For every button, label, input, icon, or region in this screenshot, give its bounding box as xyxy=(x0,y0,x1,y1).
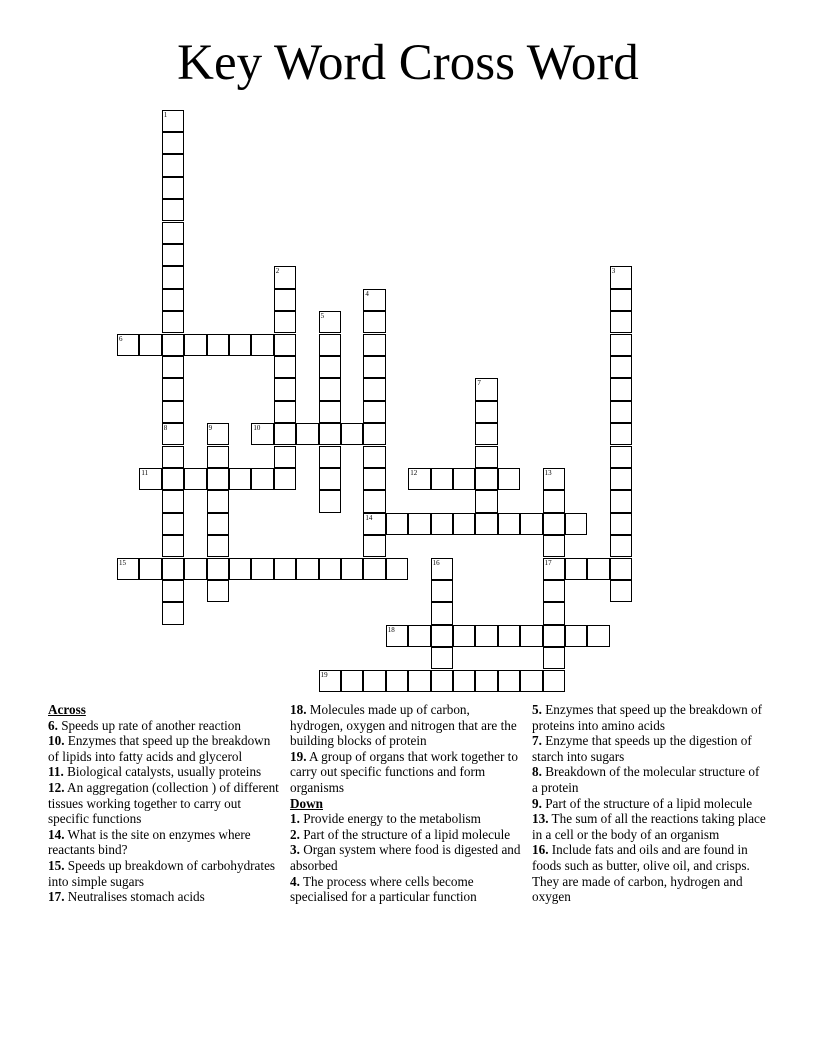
clue-text: Neutralises stomach acids xyxy=(64,889,205,905)
grid-cell[interactable] xyxy=(431,647,453,669)
clue-number: 6. xyxy=(48,717,58,733)
grid-cell[interactable] xyxy=(363,490,385,512)
clue-item xyxy=(532,764,768,795)
grid-cell[interactable] xyxy=(543,670,565,692)
grid-cell[interactable] xyxy=(587,558,609,580)
grid-cell[interactable] xyxy=(319,446,341,468)
clue-item xyxy=(532,796,768,812)
grid-cell[interactable] xyxy=(408,513,430,535)
clue-text: Include fats and oils and are found in foods such as butter, olive oil, and crisps. They are made of carbon, hydrogen and oxygen xyxy=(532,842,750,905)
clue-column-3 xyxy=(532,702,768,905)
grid-cell[interactable] xyxy=(363,468,385,490)
grid-cell[interactable] xyxy=(274,334,296,356)
grid-cell[interactable] xyxy=(475,625,497,647)
cell-number: 3 xyxy=(611,267,616,276)
grid-cell[interactable] xyxy=(587,625,609,647)
grid-cell[interactable] xyxy=(162,311,184,333)
clue-item xyxy=(48,858,280,889)
cell-number: 11 xyxy=(141,468,149,477)
clue-item xyxy=(48,827,280,858)
cell-number: 2 xyxy=(275,267,280,276)
grid-cell[interactable] xyxy=(319,670,341,692)
grid-cell[interactable] xyxy=(431,513,453,535)
grid-cell[interactable] xyxy=(520,670,542,692)
grid-cell[interactable] xyxy=(543,558,565,580)
clue-text: Part of the structure of a lipid molecule xyxy=(299,826,511,842)
cell-number: 16 xyxy=(432,558,440,567)
grid-cell[interactable] xyxy=(274,311,296,333)
grid-cell[interactable] xyxy=(274,558,296,580)
grid-cell[interactable] xyxy=(207,513,229,535)
grid-cell[interactable] xyxy=(610,289,632,311)
clue-item xyxy=(532,811,768,842)
grid-cell[interactable] xyxy=(117,334,139,356)
clue-text: Provide energy to the metabolism xyxy=(299,811,481,827)
clue-number: 1. xyxy=(290,811,300,827)
grid-cell[interactable] xyxy=(363,670,385,692)
clue-text: A group of organs that work together to carry out specific functions and form organisms xyxy=(290,748,518,795)
cell-number: 1 xyxy=(163,110,168,119)
grid-cell[interactable] xyxy=(251,334,273,356)
clue-column-1 xyxy=(48,702,280,905)
cell-number: 17 xyxy=(544,558,552,567)
grid-cell[interactable] xyxy=(162,423,184,445)
clue-number: 18. xyxy=(290,702,307,717)
cell-number: 5 xyxy=(320,312,325,321)
grid-cell[interactable] xyxy=(543,602,565,624)
clue-item xyxy=(290,811,522,827)
grid-cell[interactable] xyxy=(610,311,632,333)
grid-cell[interactable] xyxy=(139,558,161,580)
grid-cell[interactable] xyxy=(319,401,341,423)
grid-cell[interactable] xyxy=(162,535,184,557)
clue-item xyxy=(532,702,768,733)
grid-cell[interactable] xyxy=(274,266,296,288)
grid-cell[interactable] xyxy=(162,154,184,176)
grid-cell[interactable] xyxy=(431,580,453,602)
grid-cell[interactable] xyxy=(453,468,475,490)
grid-cell[interactable] xyxy=(363,289,385,311)
grid-cell[interactable] xyxy=(162,558,184,580)
clue-item xyxy=(290,749,522,796)
grid-cell[interactable] xyxy=(162,222,184,244)
grid-cell[interactable] xyxy=(274,378,296,400)
grid-cell[interactable] xyxy=(229,468,251,490)
grid-cell[interactable] xyxy=(229,558,251,580)
clue-number: 12. xyxy=(48,779,65,795)
grid-cell[interactable] xyxy=(543,490,565,512)
clue-item xyxy=(48,718,280,734)
grid-cell[interactable] xyxy=(162,490,184,512)
grid-cell[interactable] xyxy=(319,334,341,356)
grid-cell[interactable] xyxy=(207,446,229,468)
grid-cell[interactable] xyxy=(431,468,453,490)
grid-cell[interactable] xyxy=(475,670,497,692)
grid-cell[interactable] xyxy=(341,423,363,445)
clue-number: 17. xyxy=(48,889,65,905)
grid-cell[interactable] xyxy=(386,625,408,647)
grid-cell[interactable] xyxy=(453,513,475,535)
grid-cell[interactable] xyxy=(386,558,408,580)
grid-cell[interactable] xyxy=(610,266,632,288)
grid-cell[interactable] xyxy=(431,625,453,647)
clue-item xyxy=(48,780,280,827)
clue-number: 10. xyxy=(48,733,65,749)
grid-cell[interactable] xyxy=(520,625,542,647)
grid-cell[interactable] xyxy=(543,625,565,647)
grid-cell[interactable] xyxy=(475,446,497,468)
clue-text: Molecules made up of carbon, hydrogen, oxygen and nitrogen that are the building blocks of protein xyxy=(290,702,517,749)
cell-number: 9 xyxy=(208,424,213,433)
cell-number: 14 xyxy=(365,513,373,522)
grid-cell[interactable] xyxy=(274,446,296,468)
cell-number: 6 xyxy=(119,334,123,343)
page-title: Key Word Cross Word xyxy=(177,35,639,91)
grid-cell[interactable] xyxy=(431,670,453,692)
grid-cell[interactable] xyxy=(498,468,520,490)
grid-cell[interactable] xyxy=(184,558,206,580)
clue-item xyxy=(48,764,280,780)
grid-cell[interactable] xyxy=(319,558,341,580)
grid-cell[interactable] xyxy=(363,558,385,580)
grid-cell[interactable] xyxy=(274,289,296,311)
grid-cell[interactable] xyxy=(162,446,184,468)
grid-cell[interactable] xyxy=(162,513,184,535)
clue-text: Breakdown of the molecular structure of a protein xyxy=(532,764,760,795)
grid-cell[interactable] xyxy=(475,378,497,400)
cell-number: 19 xyxy=(320,670,328,679)
grid-cell[interactable] xyxy=(341,558,363,580)
grid-cell[interactable] xyxy=(341,670,363,692)
clue-number: 14. xyxy=(48,826,65,842)
grid-cell[interactable] xyxy=(475,468,497,490)
cell-number: 15 xyxy=(119,558,126,567)
grid-cell[interactable] xyxy=(162,378,184,400)
grid-cell[interactable] xyxy=(251,423,273,445)
clue-number: 2. xyxy=(290,826,300,842)
across-heading: Across xyxy=(48,702,86,717)
grid-cell[interactable] xyxy=(139,468,161,490)
grid-cell[interactable] xyxy=(610,378,632,400)
grid-cell[interactable] xyxy=(207,490,229,512)
grid-cell[interactable] xyxy=(543,513,565,535)
grid-cell[interactable] xyxy=(162,110,184,132)
grid-cell[interactable] xyxy=(610,580,632,602)
cell-number: 10 xyxy=(253,424,261,433)
grid-cell[interactable] xyxy=(207,334,229,356)
grid-cell[interactable] xyxy=(543,468,565,490)
grid-cell[interactable] xyxy=(543,647,565,669)
grid-cell[interactable] xyxy=(610,490,632,512)
clue-text: An aggregation (collection ) of different tissues working together to carry out specific functions xyxy=(48,779,279,827)
grid-cell[interactable] xyxy=(565,513,587,535)
clue-item xyxy=(290,702,522,749)
clue-item xyxy=(290,827,522,843)
grid-cell[interactable] xyxy=(207,468,229,490)
clue-item xyxy=(48,889,280,905)
grid-cell[interactable] xyxy=(207,423,229,445)
clue-number: 15. xyxy=(48,857,65,873)
grid-cell[interactable] xyxy=(296,423,318,445)
cell-number: 12 xyxy=(410,468,418,477)
clue-text: The process where cells become specialised for a particular function xyxy=(290,873,477,905)
clue-number: 5. xyxy=(532,702,542,717)
grid-cell[interactable] xyxy=(408,468,430,490)
grid-cell[interactable] xyxy=(207,580,229,602)
grid-cell[interactable] xyxy=(431,558,453,580)
grid-cell[interactable] xyxy=(453,670,475,692)
grid-cell[interactable] xyxy=(251,468,273,490)
grid-cell[interactable] xyxy=(453,625,475,647)
grid-cell[interactable] xyxy=(363,423,385,445)
grid-cell[interactable] xyxy=(363,356,385,378)
clue-item xyxy=(290,842,522,873)
grid-cell[interactable] xyxy=(610,423,632,445)
grid-cell[interactable] xyxy=(386,513,408,535)
grid-cell[interactable] xyxy=(408,670,430,692)
clue-item xyxy=(532,842,768,904)
grid-cell[interactable] xyxy=(207,535,229,557)
grid-cell[interactable] xyxy=(363,311,385,333)
grid-cell[interactable] xyxy=(610,513,632,535)
grid-cell[interactable] xyxy=(162,132,184,154)
grid-cell[interactable] xyxy=(363,513,385,535)
grid-cell[interactable] xyxy=(520,513,542,535)
grid-cell[interactable] xyxy=(274,401,296,423)
down-heading: Down xyxy=(290,795,323,811)
grid-cell[interactable] xyxy=(319,423,341,445)
grid-cell[interactable] xyxy=(184,468,206,490)
grid-cell[interactable] xyxy=(229,334,251,356)
grid-cell[interactable] xyxy=(319,468,341,490)
grid-cell[interactable] xyxy=(274,356,296,378)
grid-cell[interactable] xyxy=(610,446,632,468)
grid-cell[interactable] xyxy=(162,468,184,490)
grid-cell[interactable] xyxy=(363,446,385,468)
clue-number: 13. xyxy=(532,811,549,827)
grid-cell[interactable] xyxy=(498,670,520,692)
grid-cell[interactable] xyxy=(610,401,632,423)
clue-number: 9. xyxy=(532,795,542,811)
cell-number: 7 xyxy=(477,379,481,388)
grid-cell[interactable] xyxy=(319,490,341,512)
grid-cell[interactable] xyxy=(139,334,161,356)
cell-number: 8 xyxy=(163,424,168,433)
grid-cell[interactable] xyxy=(610,535,632,557)
grid-cell[interactable] xyxy=(475,423,497,445)
cell-number: 4 xyxy=(365,289,369,298)
grid-cell[interactable] xyxy=(274,423,296,445)
clue-number: 3. xyxy=(290,842,300,858)
clue-number: 7. xyxy=(532,733,542,749)
clue-number: 16. xyxy=(532,842,549,858)
grid-cell[interactable] xyxy=(162,602,184,624)
grid-cell[interactable] xyxy=(610,558,632,580)
grid-cell[interactable] xyxy=(610,334,632,356)
clue-text: Speeds up breakdown of carbohydrates into simple sugars xyxy=(48,857,276,889)
clue-column-2 xyxy=(290,702,522,905)
grid-cell[interactable] xyxy=(162,289,184,311)
grid-cell[interactable] xyxy=(184,334,206,356)
grid-cell[interactable] xyxy=(565,625,587,647)
grid-cell[interactable] xyxy=(363,378,385,400)
grid-cell[interactable] xyxy=(543,580,565,602)
clue-text: What is the site on enzymes where reactants bind? xyxy=(48,826,251,858)
grid-cell[interactable] xyxy=(565,558,587,580)
grid-cell[interactable] xyxy=(274,468,296,490)
grid-cell[interactable] xyxy=(117,558,139,580)
grid-cell[interactable] xyxy=(162,401,184,423)
grid-cell[interactable] xyxy=(319,356,341,378)
clue-text: The sum of all the reactions taking place in a cell or the body of an organism xyxy=(532,811,766,842)
grid-cell[interactable] xyxy=(363,535,385,557)
grid-cell[interactable] xyxy=(162,266,184,288)
grid-cell[interactable] xyxy=(363,401,385,423)
clue-item xyxy=(48,733,280,764)
grid-cell[interactable] xyxy=(431,602,453,624)
grid-cell[interactable] xyxy=(162,580,184,602)
clue-text: Part of the structure of a lipid molecule xyxy=(541,795,753,811)
clue-number: 4. xyxy=(290,873,300,889)
grid-cell[interactable] xyxy=(498,513,520,535)
grid-cell[interactable] xyxy=(207,558,229,580)
clue-item xyxy=(290,874,522,905)
cell-number: 13 xyxy=(544,468,552,477)
clue-number: 11. xyxy=(48,764,64,780)
grid-cell[interactable] xyxy=(386,670,408,692)
grid-cell[interactable] xyxy=(162,177,184,199)
clue-item xyxy=(532,733,768,764)
grid-cell[interactable] xyxy=(162,199,184,221)
grid-cell[interactable] xyxy=(475,490,497,512)
grid-cell[interactable] xyxy=(498,625,520,647)
clue-text: Enzymes that speed up the breakdown of lipids into fatty acids and glycerol xyxy=(48,733,271,764)
grid-cell[interactable] xyxy=(162,356,184,378)
cell-number: 18 xyxy=(387,625,395,634)
grid-cell[interactable] xyxy=(610,468,632,490)
clue-text: Organ system where food is digested and absorbed xyxy=(290,842,521,873)
clue-text: Enzymes that speed up the breakdown of proteins into amino acids xyxy=(532,702,762,733)
grid-cell[interactable] xyxy=(162,334,184,356)
clue-text: Enzyme that speeds up the digestion of starch into sugars xyxy=(532,733,752,764)
clue-text: Biological catalysts, usually proteins xyxy=(63,764,262,780)
grid-cell[interactable] xyxy=(543,535,565,557)
grid-cell[interactable] xyxy=(319,378,341,400)
grid-cell[interactable] xyxy=(475,513,497,535)
clue-text: Speeds up rate of another reaction xyxy=(57,717,241,733)
grid-cell[interactable] xyxy=(363,334,385,356)
grid-cell[interactable] xyxy=(475,401,497,423)
grid-cell[interactable] xyxy=(610,356,632,378)
grid-cell[interactable] xyxy=(408,625,430,647)
grid-cell[interactable] xyxy=(162,244,184,266)
clue-number: 19. xyxy=(290,748,307,764)
grid-cell[interactable] xyxy=(296,558,318,580)
grid-cell[interactable] xyxy=(251,558,273,580)
grid-cell[interactable] xyxy=(319,311,341,333)
clue-number: 8. xyxy=(532,764,542,780)
